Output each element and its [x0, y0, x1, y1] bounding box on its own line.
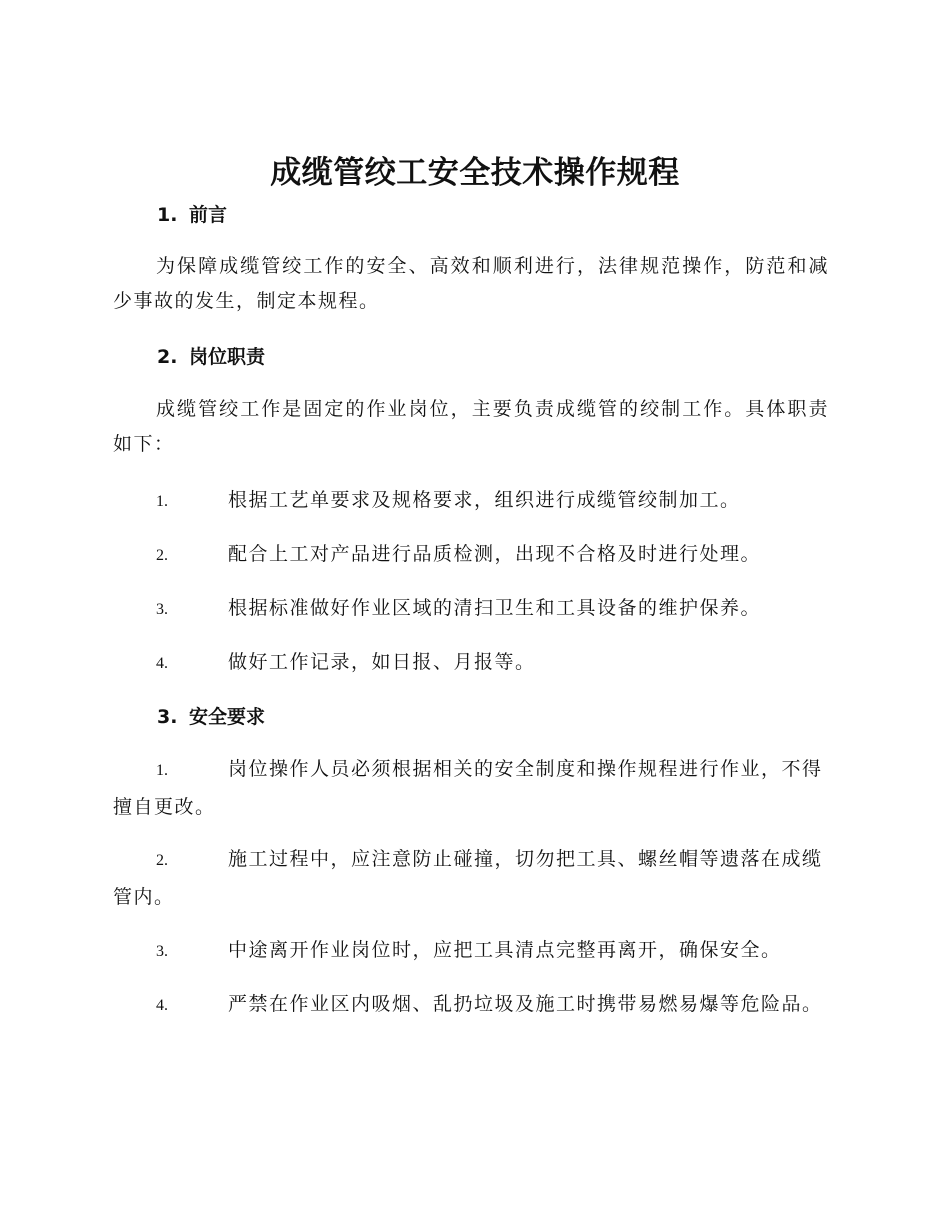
list-item-text: 岗位操作人员必须根据相关的安全制度和操作规程进行作业，不得擅自更改。: [113, 758, 823, 818]
section-title: 安全要求: [189, 706, 266, 728]
list-item: [113, 482, 829, 520]
list-item-text: 中途离开作业岗位时，应把工具清点完整再离开，确保安全。: [228, 939, 782, 961]
section-heading-duties: [157, 343, 265, 371]
list-item-text: 施工过程中，应注意防止碰撞，切勿把工具、螺丝帽等遗落在成缆管内。: [113, 848, 823, 908]
list-item-text: 根据工艺单要求及规格要求，组织进行成缆管绞制加工。: [228, 489, 741, 511]
list-item-number: 2.: [156, 547, 168, 564]
section-title: 前言: [189, 204, 228, 226]
list-item-text: 配合上工对产品进行品质检测，出现不合格及时进行处理。: [228, 543, 762, 565]
list-item-number: 3.: [156, 601, 168, 618]
section-number: 1.: [157, 204, 178, 226]
section-heading-safety: [157, 703, 265, 731]
section-title: 岗位职责: [189, 346, 266, 368]
list-item-number: 1.: [156, 493, 168, 510]
document-title: 成缆管绞工安全技术操作规程: [270, 155, 680, 191]
list-item: [113, 986, 829, 1024]
list-item: [113, 751, 829, 825]
duties-paragraph: 成缆管绞工作是固定的作业岗位，主要负责成缆管的绞制工作。具体职责如下：: [113, 398, 829, 455]
section-heading-preface: [157, 201, 227, 229]
list-item-number: 4.: [156, 655, 168, 672]
list-item-text: 做好工作记录，如日报、月报等。: [228, 651, 536, 673]
list-item-number: 2.: [156, 852, 168, 869]
list-item: [113, 590, 829, 628]
list-item-text: 严禁在作业区内吸烟、乱扔垃圾及施工时携带易燃易爆等危险品。: [228, 993, 823, 1015]
list-item: [113, 644, 829, 682]
section-number: 3.: [157, 706, 178, 728]
list-item-number: 3.: [156, 943, 168, 960]
list-item-text: 根据标准做好作业区域的清扫卫生和工具设备的维护保养。: [228, 597, 762, 619]
list-item: [113, 841, 829, 915]
list-item: [113, 932, 829, 970]
list-item-number: 1.: [156, 762, 168, 779]
list-item-number: 4.: [156, 997, 168, 1014]
section-number: 2.: [157, 346, 178, 368]
list-item: [113, 536, 829, 574]
preface-paragraph: 为保障成缆管绞工作的安全、高效和顺利进行，法律规范操作，防范和减少事故的发生，制定本规程。: [113, 255, 829, 312]
